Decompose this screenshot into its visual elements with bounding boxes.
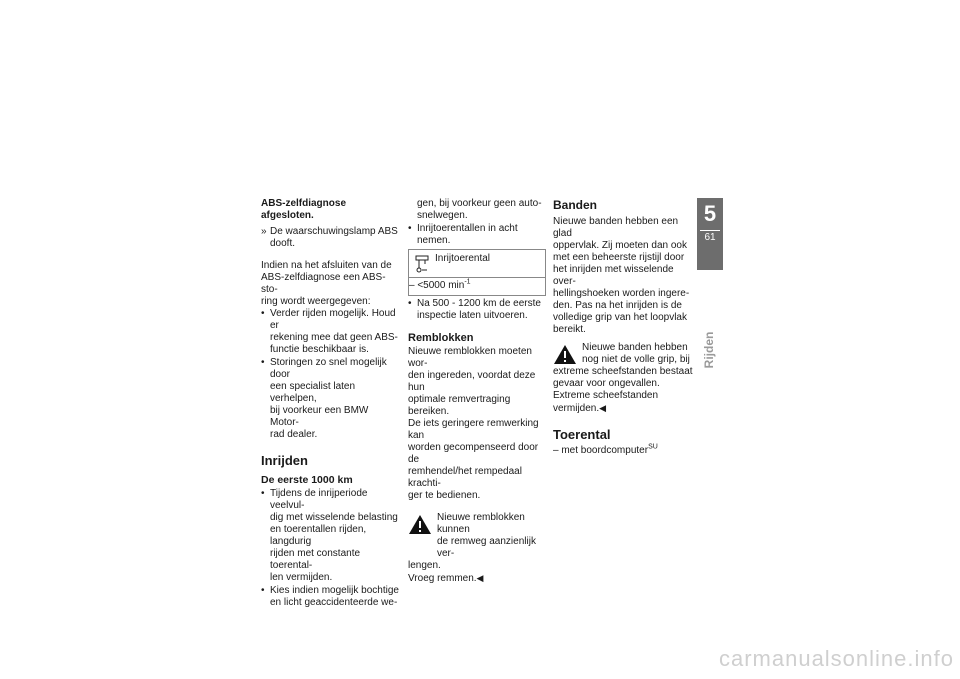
chapter-tab bbox=[697, 198, 723, 270]
column-middle bbox=[408, 198, 546, 585]
page-number: 61 bbox=[704, 232, 716, 243]
run-in-list-continued bbox=[408, 198, 546, 247]
list-item: • Tijdens de inrijperiode veelvul- dig met wisselende belasting en toerentallen rijden, langdurig rijden met constante toerental- len vermijden. bbox=[261, 488, 399, 584]
section-title: Toerental bbox=[553, 427, 611, 442]
box-label: Inrijtoerental bbox=[435, 253, 491, 264]
list-item: • Na 500 - 1200 km de eerste inspectie laten uitvoeren. bbox=[408, 298, 546, 322]
subsection-title: De eerste 1000 km bbox=[261, 474, 353, 486]
tyre-paragraph: Nieuwe banden hebben een glad oppervlak. Zij moeten dan ook met een beheerste rijstijl door het inrijden met wisselende over- hellingshoeken worden ingere- den. Pas na het inrijden is de volledige grip van het loopvlak bereikt. bbox=[553, 216, 690, 335]
intro-paragraph: Indien na het afsluiten van de ABS-zelfdiagnose een ABS-sto- ring wordt weergegeven: bbox=[261, 260, 392, 307]
warning-icon bbox=[408, 514, 432, 539]
list-item: • Inrijtoerentallen in acht nemen. bbox=[408, 223, 546, 247]
inspection-list bbox=[408, 298, 546, 322]
tyre-warning: Nieuwe banden hebben nog niet de volle grip, bij extreme scheefstanden bestaat gevaar voor ongevallen. Extreme scheefstanden vermijden.◀ bbox=[553, 342, 693, 414]
list-item: • Storingen zo snel mogelijk door een specialist laten verhelpen, bij voorkeur een BMW Motor- rad dealer. bbox=[261, 357, 399, 441]
abs-fault-list bbox=[261, 308, 399, 441]
end-mark-icon: ◀ bbox=[599, 403, 607, 413]
rpm-value: <5000 min bbox=[417, 280, 465, 291]
abs-step-list bbox=[261, 226, 399, 250]
chapter-side-title: Rijden bbox=[702, 331, 716, 369]
section-title: Banden bbox=[553, 198, 598, 212]
brake-paragraph: Nieuwe remblokken moeten wor- den ingereden, voordat deze hun optimale remvertraging bereiken. De iets geringere remwerking kan worden gecompenseerd door de remhendel/het rempedaal krachti- ger te bedienen. bbox=[408, 346, 539, 501]
brake-warning: Nieuwe remblokken kunnen de remweg aanzienlijk ver- lengen. Vroeg remmen.◀ bbox=[408, 512, 536, 584]
engine-speed-icon bbox=[415, 255, 429, 277]
warning-icon bbox=[553, 344, 577, 369]
run-in-rpm-box: Inrijtoerental – <5000 $\min^{-1}$ bbox=[408, 249, 546, 296]
subsection-title: Remblokken bbox=[408, 332, 474, 344]
list-item: gen, bij voorkeur geen auto- snelwegen. bbox=[417, 198, 542, 221]
list-item: • Verder rijden mogelijk. Houd er rekening mee dat geen ABS- functie beschikbaar is. bbox=[261, 308, 399, 356]
column-right bbox=[553, 198, 693, 467]
list-item: » De waarschuwingslamp ABS dooft. bbox=[261, 226, 399, 250]
column-left bbox=[261, 198, 399, 619]
abs-heading: ABS-zelfdiagnose afgesloten. bbox=[261, 198, 347, 221]
watermark: carmanualsonline.info bbox=[718, 646, 954, 671]
run-in-list bbox=[261, 488, 399, 609]
end-mark-icon: ◀ bbox=[476, 573, 484, 583]
section-title: Inrijden bbox=[261, 453, 308, 468]
chapter-number: 5 bbox=[703, 201, 717, 226]
rev-line: – met boordcomputer$^{SU}$ bbox=[553, 443, 658, 456]
list-item: • Kies indien mogelijk bochtige en licht geaccidenteerde we- bbox=[261, 585, 399, 609]
